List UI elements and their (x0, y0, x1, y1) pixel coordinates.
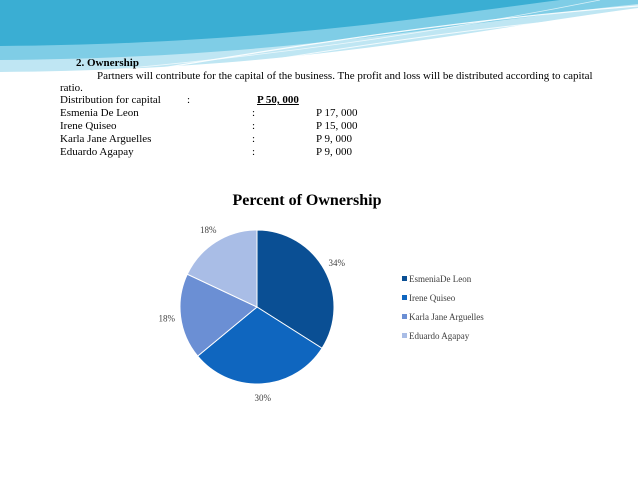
partner-name: Eduardo Agapay (60, 146, 134, 158)
section-heading: 2. Ownership (76, 57, 139, 69)
legend-swatch (402, 333, 407, 338)
pie-slice-label: 30% (254, 392, 271, 403)
legend-entry-label: Eduardo Agapay (409, 331, 470, 341)
partner-colon: : (252, 146, 256, 158)
legend-entry-label: Irene Quiseo (409, 293, 456, 303)
legend-entry-label: EsmeniaDe Leon (409, 274, 472, 284)
paragraph-line-2: ratio. (60, 82, 83, 94)
partner-colon: : (252, 133, 256, 145)
chart-title: Percent of Ownership (232, 192, 382, 209)
pie-slice-label: 18% (158, 313, 175, 324)
partner-name: Irene Quiseo (60, 120, 117, 132)
partner-colon: : (252, 107, 256, 119)
partner-colon: : (252, 120, 256, 132)
partner-amount: P 9, 000 (316, 133, 352, 145)
partner-name: Esmenia De Leon (60, 107, 139, 119)
legend-swatch (402, 295, 407, 300)
paragraph-line-1: Partners will contribute for the capital of the business. The profit and loss will be distributed according to capital (97, 70, 593, 82)
distribution-total: P 50, 000 (257, 94, 299, 106)
distribution-label: Distribution for capital (60, 94, 161, 106)
pie-slice-label: 34% (328, 258, 345, 269)
legend-entry-label: Karla Jane Arguelles (409, 312, 484, 322)
partner-name: Karla Jane Arguelles (60, 133, 152, 145)
partner-amount: P 17, 000 (316, 107, 358, 119)
legend-swatch (402, 314, 407, 319)
legend-swatch (402, 276, 407, 281)
pie-slice-label: 18% (199, 225, 217, 236)
distribution-colon: : (187, 94, 191, 106)
partner-amount: P 15, 000 (316, 120, 358, 132)
partner-amount: P 9, 000 (316, 146, 352, 158)
